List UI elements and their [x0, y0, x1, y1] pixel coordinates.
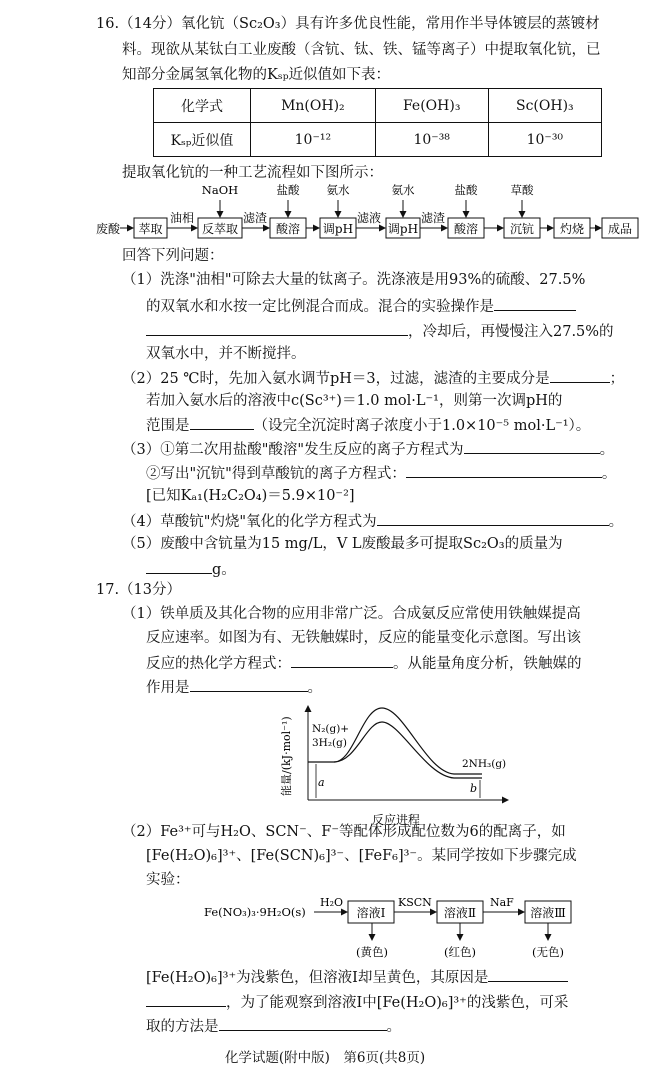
- flow-box-3: [270, 218, 306, 238]
- energy-reactant-label-1: N₂(g)+: [312, 723, 350, 735]
- reagent-oxalic: 草酸: [510, 183, 534, 197]
- q16-part4-line: （4）草酸钪"灼烧"氧化的化学方程式为 。: [122, 510, 623, 532]
- q17-part2-line-6: 取的方法是 。: [146, 1015, 401, 1037]
- q17-part1-line-4: 作用是 。: [146, 676, 322, 698]
- exp-reagent-kscn: KSCN: [398, 896, 432, 909]
- q17-part2-line-1: （2）Fe³⁺可与H₂O、SCN⁻、F⁻等配体形成配位数为6的配离子，如: [122, 824, 566, 840]
- q16-part5-line-1: （5）废酸中含钪量为15 mg/L，V L废酸最多可提取Sc₂O₃的质量为: [122, 536, 563, 552]
- energy-y-label: 能量/(kJ·mol⁻¹): [280, 716, 293, 796]
- exp-color-colorless: (无色): [532, 945, 564, 959]
- exp-box-solution-3: [525, 901, 571, 923]
- q16-part1-line-1: （1）洗涤"油相"可除去大量的钛离子。洗涤液是用93%的硫酸、27.5%: [122, 272, 586, 288]
- answer-blank-reason-1[interactable]: [488, 966, 568, 982]
- flow-box-6: [448, 218, 484, 238]
- flow-box-7: [504, 218, 540, 238]
- q17-part1-line-2: 反应速率。如图为有、无铁触媒时，反应的能量变化示意图。写出该: [146, 630, 581, 646]
- q17-part2-line-4: [Fe(H₂O)₆]³⁺为浅紫色，但溶液Ⅰ却呈黄色，其原因是: [146, 966, 568, 988]
- q16-part3-line-2: ②写出"沉钪"得到草酸钪的离子方程式： 。: [146, 462, 616, 484]
- q17-part1-line-3: 反应的热化学方程式： 。从能量角度分析，铁触媒的: [146, 652, 582, 674]
- ksp-header-formula: 化学式: [154, 89, 251, 123]
- q16-line-2: 料。现欲从某钛白工业废酸（含钪、钛、铁、锰等离子）中提取氧化钪，已: [122, 42, 601, 58]
- svg-text:萃取: 萃取: [138, 222, 163, 236]
- flow-label-residue-2: 滤渣: [421, 211, 446, 225]
- flow-box-1: [134, 218, 167, 238]
- flow-label-filtrate: 滤液: [357, 211, 382, 225]
- answer-blank-mass[interactable]: [146, 558, 212, 574]
- flow-box-4: [320, 218, 356, 238]
- ksp-row-label: Kₛₚ近似值: [154, 123, 251, 157]
- svg-text:酸溶: 酸溶: [275, 222, 301, 236]
- reagent-hcl-2: 盐酸: [454, 183, 478, 197]
- answer-blank-mixing-2[interactable]: [146, 320, 408, 336]
- flow-start-label: 废酸: [96, 222, 121, 236]
- answer-blank-thermo-eq[interactable]: [291, 652, 393, 668]
- reagent-ammonia-2: 氨水: [391, 183, 415, 197]
- svg-text:酸溶: 酸溶: [453, 222, 479, 236]
- ksp-value-fe: 10⁻³⁸: [375, 123, 488, 157]
- exp-box-solution-2: [437, 901, 483, 923]
- reagent-ammonia-1: 氨水: [326, 183, 350, 197]
- q16-line-1: 16.（14分）氧化钪（Sc₂O₃）具有许多优良性能，常用作半导体镀层的蒸镀材: [96, 16, 600, 32]
- exp-reagent-naf: NaF: [490, 896, 514, 909]
- ksp-value-mn: 10⁻¹²: [251, 123, 376, 157]
- answer-blank-mixing-1[interactable]: [494, 295, 576, 311]
- page-footer: 化学试题(附中版) 第6页(共8页): [224, 1050, 426, 1066]
- q16-part1-line-4: 双氧水中，并不断搅拌。: [146, 346, 306, 362]
- answer-blank-combustion-eq[interactable]: [377, 510, 609, 526]
- process-flow-diagram: [90, 180, 646, 244]
- reagent-hcl-1: 盐酸: [276, 183, 300, 197]
- answer-blank-method[interactable]: [219, 1015, 387, 1031]
- q16-line-3: 知部分金属氢氧化物的Kₛₚ近似值如下表：: [122, 67, 391, 83]
- flow-intro: 提取氧化钪的一种工艺流程如下图所示：: [122, 165, 383, 181]
- exp-start-label: Fe(NO₃)₃·9H₂O(s): [204, 905, 306, 919]
- ksp-value-sc: 10⁻³⁰: [488, 123, 601, 157]
- q16-part5-line-2: g。: [146, 558, 236, 580]
- svg-text:反萃取: 反萃取: [201, 222, 239, 236]
- answer-blank-ionic-eq-1[interactable]: [464, 438, 600, 454]
- experiment-scheme: [202, 890, 582, 962]
- ksp-header-mn: Mn(OH)₂: [251, 89, 376, 123]
- ksp-header-fe: Fe(OH)₃: [375, 89, 488, 123]
- ksp-header-sc: Sc(OH)₃: [488, 89, 601, 123]
- q16-part2-line-1: （2）25 ℃时，先加入氨水调节pH＝3，过滤，滤渣的主要成分是 ；: [122, 367, 624, 389]
- ksp-table: [153, 88, 602, 157]
- exp-box-solution-1: [348, 901, 394, 923]
- answer-blank-ph-range[interactable]: [190, 414, 254, 430]
- q16-part1-line-3: ，冷却后，再慢慢注入27.5%的: [146, 320, 614, 342]
- q17-part1-line-1: （1）铁单质及其化合物的应用非常广泛。合成氨反应常使用铁触媒提高: [122, 606, 581, 622]
- ksp-table-header-row: [154, 89, 602, 123]
- q16-part2-line-3: 范围是 （设完全沉淀时离子浓度小于1.0×10⁻⁵ mol·L⁻¹）。: [146, 414, 590, 436]
- exp-reagent-water: H₂O: [320, 896, 344, 909]
- svg-text:溶液Ⅰ: 溶液Ⅰ: [356, 906, 386, 920]
- q16-part1-line-2: 的双氧水和水按一定比例混合而成。混合的实验操作是: [146, 295, 576, 317]
- marker-a: a: [318, 776, 325, 789]
- flow-label-residue-1: 滤渣: [243, 211, 268, 225]
- exp-color-yellow: (黄色): [356, 945, 388, 959]
- answer-blank-catalyst-role[interactable]: [190, 676, 308, 692]
- flow-box-2: [198, 218, 242, 238]
- q17-header: 17.（13分）: [96, 582, 182, 598]
- q16-part3-line-3: [已知Kₐ₁(H₂C₂O₄)＝5.9×10⁻²]: [146, 488, 355, 504]
- flow-label-oil: 油相: [170, 211, 195, 225]
- energy-x-label: 反应进程: [372, 813, 421, 827]
- ksp-table-value-row: [154, 123, 602, 157]
- svg-text:成品: 成品: [607, 222, 633, 236]
- svg-text:调pH: 调pH: [322, 222, 354, 236]
- svg-text:沉钪: 沉钪: [509, 222, 535, 236]
- q16-part3-line-1: （3）①第二次用盐酸"酸溶"发生反应的离子方程式为 。: [122, 438, 614, 460]
- q17-part2-line-2: [Fe(H₂O)₆]³⁺、[Fe(SCN)₆]³⁻、[FeF₆]³⁻。某同学按如下步骤完成: [146, 848, 577, 864]
- energy-product-label: 2NH₃(g): [462, 758, 507, 770]
- answer-intro: 回答下列问题：: [122, 248, 224, 264]
- energy-reactant-label-2: 3H₂(g): [312, 737, 347, 749]
- svg-text:灼烧: 灼烧: [559, 222, 585, 236]
- q17-part2-line-5: ，为了能观察到溶液Ⅰ中[Fe(H₂O)₆]³⁺的浅紫色，可采: [146, 991, 568, 1013]
- svg-text:溶液Ⅲ: 溶液Ⅲ: [530, 906, 566, 920]
- svg-text:调pH: 调pH: [387, 222, 419, 236]
- q16-part2-line-2: 若加入氨水后的溶液中c(Sc³⁺)＝1.0 mol·L⁻¹，则第一次调pH的: [146, 393, 563, 409]
- answer-blank-reason-2[interactable]: [146, 991, 226, 1007]
- flow-box-9: [602, 218, 638, 238]
- answer-blank-residue[interactable]: [550, 367, 610, 383]
- exp-color-red: (红色): [444, 945, 476, 959]
- answer-blank-ionic-eq-2[interactable]: [406, 462, 602, 478]
- reagent-naoh: NaOH: [201, 183, 239, 197]
- svg-text:溶液Ⅱ: 溶液Ⅱ: [443, 906, 477, 920]
- q17-part2-line-3: 实验：: [146, 872, 190, 888]
- marker-b: b: [470, 782, 478, 795]
- energy-diagram: [276, 700, 516, 832]
- flow-box-8: [554, 218, 590, 238]
- flow-box-5: [386, 218, 420, 238]
